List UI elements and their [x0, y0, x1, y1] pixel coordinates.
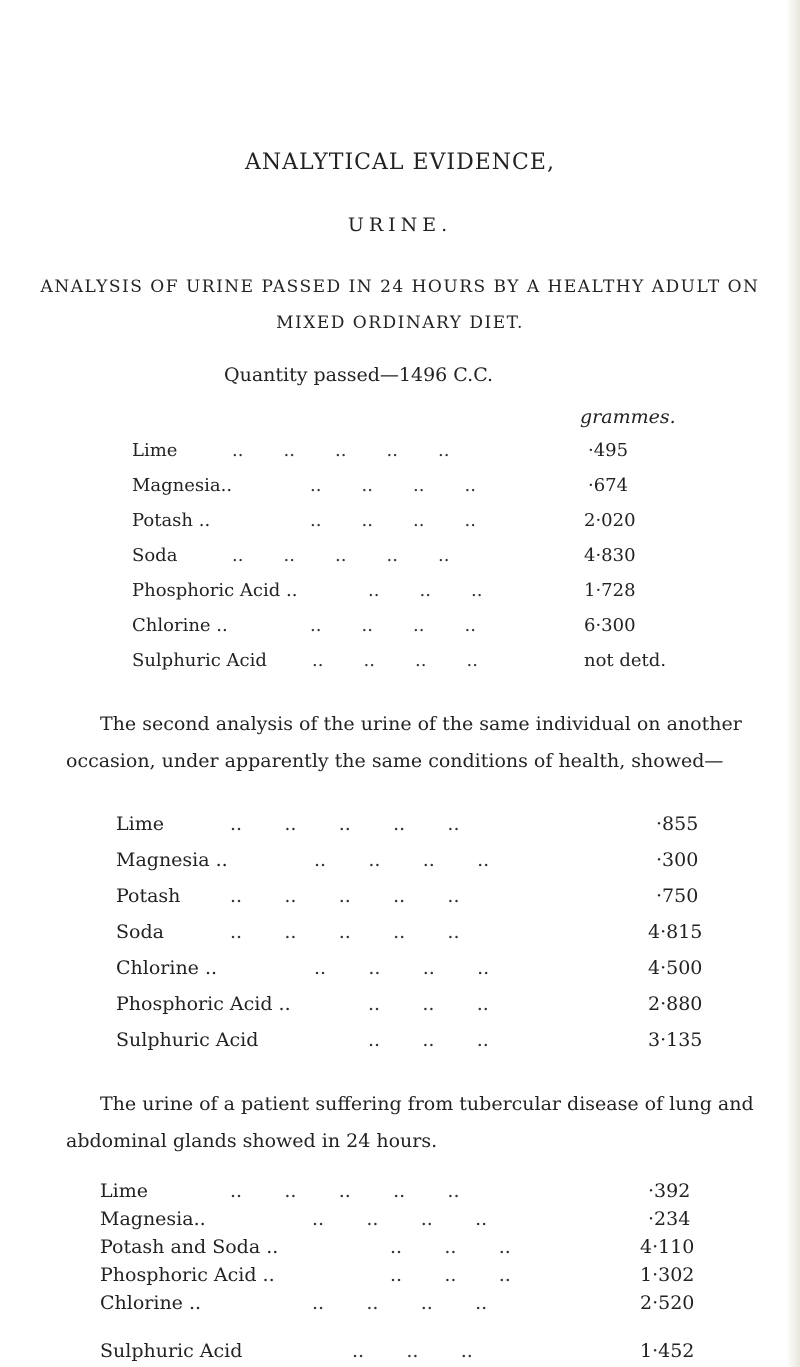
section2-paragraph-line1: The second analysis of the urine of the same individual on another	[100, 713, 742, 735]
leader-dots: .. .. ..	[368, 580, 483, 601]
leader-dots: .. .. .. .. ..	[230, 813, 460, 835]
row-label: Potash	[116, 885, 181, 907]
leader-dots: .. .. .. ..	[310, 510, 476, 531]
row-value: ·674	[588, 475, 629, 496]
leader-dots: .. .. ..	[390, 1236, 511, 1258]
row-label: Magnesia..	[132, 475, 233, 496]
table-row	[132, 650, 772, 678]
leader-dots: .. .. .. ..	[312, 1292, 488, 1314]
section2-paragraph-line2: occasion, under apparently the same conditions of health, showed—	[66, 750, 724, 772]
row-value: ·392	[648, 1180, 691, 1202]
leader-dots: .. .. .. .. ..	[230, 1180, 460, 1202]
row-value: ·495	[588, 440, 629, 461]
table-row	[100, 1340, 740, 1364]
row-value: ·300	[656, 849, 699, 871]
leader-dots: .. .. .. .. ..	[230, 885, 460, 907]
row-value: 1·302	[640, 1264, 695, 1286]
page-edge-shadow	[786, 0, 800, 1367]
row-label: Magnesia ..	[116, 849, 228, 871]
table-row	[116, 885, 756, 913]
table-row	[116, 957, 756, 985]
table-row	[116, 813, 756, 841]
table-row	[100, 1236, 740, 1264]
leader-dots: .. .. .. .. ..	[232, 440, 450, 461]
row-label: Phosphoric Acid ..	[100, 1264, 275, 1286]
row-value: not detd.	[584, 650, 667, 671]
row-value: 2·880	[648, 993, 703, 1015]
row-value: ·855	[656, 813, 699, 835]
row-label: Lime	[132, 440, 178, 461]
table-row	[132, 615, 772, 643]
row-value: 4·830	[584, 545, 636, 566]
leader-dots: .. .. .. .. ..	[232, 545, 450, 566]
row-label: Phosphoric Acid ..	[116, 993, 291, 1015]
row-value: ·750	[656, 885, 699, 907]
section1-caption-line2: MIXED ORDINARY DIET.	[276, 313, 524, 333]
row-label: Soda	[116, 921, 164, 943]
table-row	[132, 475, 772, 503]
section3-paragraph-line2: abdominal glands showed in 24 hours.	[66, 1130, 438, 1152]
leader-dots: .. .. ..	[390, 1264, 511, 1286]
leader-dots: .. .. .. ..	[312, 650, 478, 671]
table-row	[116, 849, 756, 877]
row-value: 1·452	[640, 1340, 695, 1362]
leader-dots: .. .. .. ..	[312, 1208, 488, 1230]
table-row	[100, 1292, 740, 1320]
row-value: 3·135	[648, 1029, 703, 1051]
section1-caption-line1: ANALYSIS OF URINE PASSED IN 24 HOURS BY A HEALTHY ADULT ON	[40, 277, 760, 297]
row-value: 2·020	[584, 510, 636, 531]
row-value: 4·110	[640, 1236, 695, 1258]
row-value: 6·300	[584, 615, 636, 636]
leader-dots: .. .. .. .. ..	[230, 921, 460, 943]
leader-dots: .. .. ..	[368, 1029, 489, 1051]
leader-dots: .. .. .. ..	[314, 957, 490, 979]
row-value: 4·500	[648, 957, 703, 979]
row-value: ·234	[648, 1208, 691, 1230]
leader-dots: .. .. .. ..	[310, 615, 476, 636]
leader-dots: .. .. ..	[352, 1340, 473, 1362]
row-label: Sulphuric Acid	[100, 1340, 243, 1362]
page-title: ANALYTICAL EVIDENCE,	[245, 150, 555, 175]
row-label: Chlorine ..	[100, 1292, 202, 1314]
row-value: 2·520	[640, 1292, 695, 1314]
leader-dots: .. .. .. ..	[310, 475, 476, 496]
table-row	[116, 1029, 756, 1057]
row-label: Lime	[116, 813, 164, 835]
page-subtitle: URINE.	[347, 214, 453, 236]
row-label: Potash and Soda ..	[100, 1236, 279, 1258]
table-row	[132, 440, 772, 468]
table-row	[100, 1264, 740, 1292]
table-row	[132, 545, 772, 573]
row-label: Potash ..	[132, 510, 211, 531]
table-row	[116, 921, 756, 949]
row-value: 1·728	[584, 580, 636, 601]
row-value: 4·815	[648, 921, 703, 943]
table-row	[116, 993, 756, 1021]
leader-dots: .. .. ..	[368, 993, 489, 1015]
row-label: Sulphuric Acid	[132, 650, 267, 671]
table-row	[100, 1180, 740, 1208]
leader-dots: .. .. .. ..	[314, 849, 490, 871]
quantity-passed: Quantity passed—1496 C.C.	[224, 364, 494, 386]
section3-paragraph-line1: The urine of a patient suffering from tubercular disease of lung and	[100, 1093, 754, 1115]
row-label: Phosphoric Acid ..	[132, 580, 298, 601]
table-row	[100, 1208, 740, 1236]
row-label: Sulphuric Acid	[116, 1029, 259, 1051]
row-label: Lime	[100, 1180, 148, 1202]
units-label: grammes.	[580, 406, 676, 428]
row-label: Chlorine ..	[132, 615, 228, 636]
table-row	[132, 510, 772, 538]
table-row	[132, 580, 772, 608]
row-label: Magnesia..	[100, 1208, 206, 1230]
row-label: Soda	[132, 545, 178, 566]
row-label: Chlorine ..	[116, 957, 218, 979]
